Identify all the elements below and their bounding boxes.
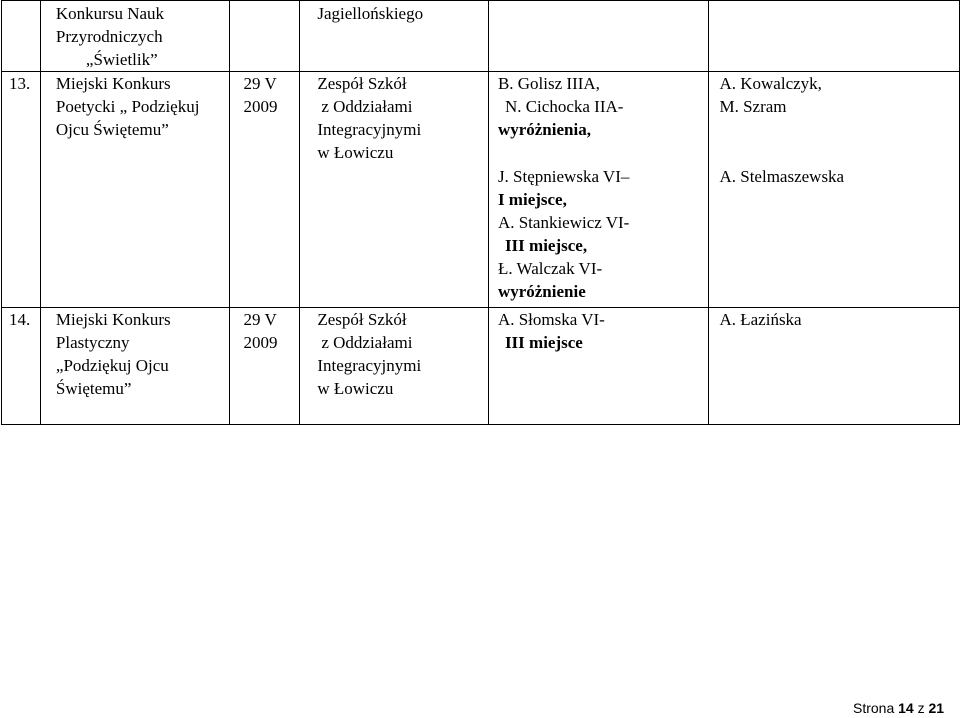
results-table: [1, 0, 960, 425]
total-pages-number: 21: [928, 700, 945, 716]
table-row: [2, 1, 960, 72]
competition-name-line: Plastyczny: [55, 333, 130, 352]
competition-name-line: Ojcu Świętemu”: [55, 120, 169, 139]
school-line: z Oddziałami: [321, 333, 413, 352]
school-cell: [300, 1, 489, 72]
teacher-line: A. Łazińska: [719, 310, 802, 329]
teacher-cell: [709, 1, 960, 72]
school-line: Zespół Szkół: [317, 74, 407, 93]
school-cell: [300, 72, 489, 308]
table-row: [2, 72, 960, 308]
school-line: w Łowiczu: [317, 143, 394, 162]
result-line: B. Golisz IIIA,: [497, 74, 600, 93]
competition-name-line: Przyrodniczych: [55, 27, 163, 46]
competition-name-line: Konkursu Nauk: [55, 4, 165, 23]
current-page-number: 14: [898, 700, 914, 716]
page-label: Strona: [853, 700, 895, 716]
competition-name-cell: [40, 72, 229, 308]
teacher-cell: [709, 308, 960, 425]
number-cell: [2, 308, 41, 425]
result-line: A. Słomska VI-: [497, 310, 605, 329]
competition-name-cell: [40, 1, 229, 72]
date-line: 29 V: [243, 310, 277, 329]
result-line: Ł. Walczak VI-: [497, 259, 603, 278]
teacher-line: M. Szram: [719, 97, 787, 116]
date-cell: [229, 1, 300, 72]
result-line: N. Cichocka IIA-: [504, 97, 624, 116]
result-line: J. Stępniewska VI–: [497, 167, 630, 186]
date-cell: [229, 72, 300, 308]
number-cell: [2, 72, 41, 308]
table-row: [2, 308, 960, 425]
result-line: I miejsce,: [497, 190, 567, 209]
row-number: 14.: [9, 310, 31, 329]
date-line: 2009: [243, 97, 278, 116]
row-number: 13.: [9, 74, 31, 93]
results-cell: [488, 72, 709, 308]
result-line: wyróżnienie: [497, 282, 586, 301]
results-cell: [488, 308, 709, 425]
competition-name-line: Świętemu”: [55, 379, 132, 398]
competition-name-line: Miejski Konkurs: [55, 310, 171, 329]
date-cell: [229, 308, 300, 425]
school-line: Zespół Szkół: [317, 310, 407, 329]
page-number-footer: [853, 700, 944, 716]
teacher-cell: [709, 72, 960, 308]
date-line: 29 V: [243, 74, 277, 93]
school-line: Integracyjnymi: [317, 120, 422, 139]
number-cell: [2, 1, 41, 72]
school-line: z Oddziałami: [321, 97, 413, 116]
date-line: 2009: [243, 333, 278, 352]
competition-name-line: Miejski Konkurs: [55, 74, 171, 93]
of-label: z: [917, 700, 925, 716]
school-line: Integracyjnymi: [317, 356, 422, 375]
result-line: III miejsce,: [504, 236, 588, 255]
school-line: w Łowiczu: [317, 379, 394, 398]
competition-name-line: „Świetlik”: [85, 50, 158, 69]
school-cell: [300, 308, 489, 425]
result-line: III miejsce: [504, 333, 583, 352]
competition-name-line: „Podziękuj Ojcu: [55, 356, 169, 375]
result-line: A. Stankiewicz VI-: [497, 213, 630, 232]
results-cell: [488, 1, 709, 72]
competition-name-line: Poetycki „ Podziękuj: [55, 97, 200, 116]
result-line: wyróżnienia,: [497, 120, 591, 139]
teacher-line: A. Kowalczyk,: [719, 74, 822, 93]
school-line: Jagiellońskiego: [317, 4, 424, 23]
competition-name-cell: [40, 308, 229, 425]
teacher-line: A. Stelmaszewska: [719, 167, 845, 186]
